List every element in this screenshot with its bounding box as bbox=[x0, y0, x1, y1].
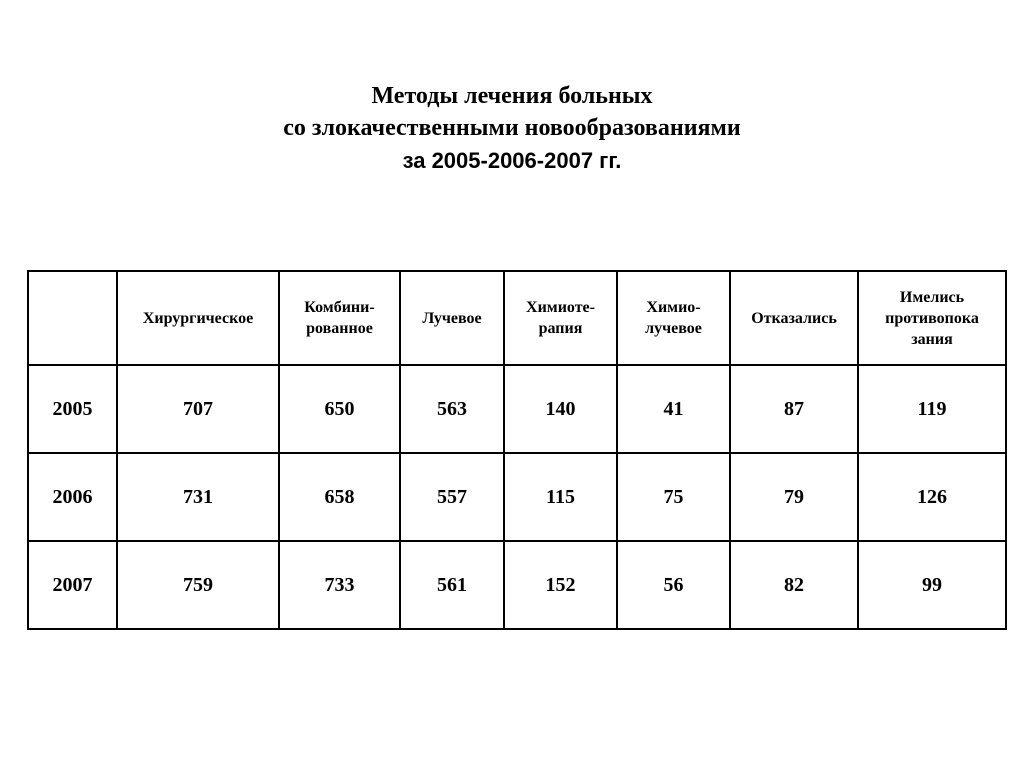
table-cell: 557 bbox=[400, 453, 504, 541]
table-cell: 152 bbox=[504, 541, 617, 629]
row-year-cell: 2006 bbox=[28, 453, 117, 541]
header-contraindications: Имелись противопока зания bbox=[858, 271, 1006, 365]
table-cell: 82 bbox=[730, 541, 858, 629]
table-cell: 561 bbox=[400, 541, 504, 629]
header-radiation: Лучевое bbox=[400, 271, 504, 365]
table-row bbox=[28, 541, 1006, 629]
table-cell: 707 bbox=[117, 365, 279, 453]
header-corner-cell bbox=[28, 271, 117, 365]
table-cell: 126 bbox=[858, 453, 1006, 541]
header-refused: Отказались bbox=[730, 271, 858, 365]
table-cell: 563 bbox=[400, 365, 504, 453]
title-line-1: Методы лечения больных bbox=[371, 83, 653, 109]
title-line-2: со злокачественными новообразованиями bbox=[283, 115, 741, 141]
row-year-cell: 2005 bbox=[28, 365, 117, 453]
row-year-cell: 2007 bbox=[28, 541, 117, 629]
table-cell: 75 bbox=[617, 453, 730, 541]
table-cell: 87 bbox=[730, 365, 858, 453]
table-cell: 115 bbox=[504, 453, 617, 541]
table-cell: 99 bbox=[858, 541, 1006, 629]
title-line-3: за 2005-2006-2007 гг. bbox=[402, 148, 622, 173]
table-cell: 650 bbox=[279, 365, 400, 453]
header-surgical: Хирургическое bbox=[117, 271, 279, 365]
header-chemotherapy: Химиоте- рапия bbox=[504, 271, 617, 365]
treatment-methods-table bbox=[27, 270, 1007, 630]
table-cell: 79 bbox=[730, 453, 858, 541]
table-cell: 119 bbox=[858, 365, 1006, 453]
page-title bbox=[0, 80, 1024, 178]
table-cell: 759 bbox=[117, 541, 279, 629]
table-cell: 140 bbox=[504, 365, 617, 453]
table-cell: 733 bbox=[279, 541, 400, 629]
header-combined: Комбини- рованное bbox=[279, 271, 400, 365]
table-header-row bbox=[28, 271, 1006, 365]
table-cell: 658 bbox=[279, 453, 400, 541]
table-row bbox=[28, 365, 1006, 453]
table-cell: 731 bbox=[117, 453, 279, 541]
header-chemoradiation: Химио- лучевое bbox=[617, 271, 730, 365]
table-cell: 41 bbox=[617, 365, 730, 453]
table-cell: 56 bbox=[617, 541, 730, 629]
table-row bbox=[28, 453, 1006, 541]
